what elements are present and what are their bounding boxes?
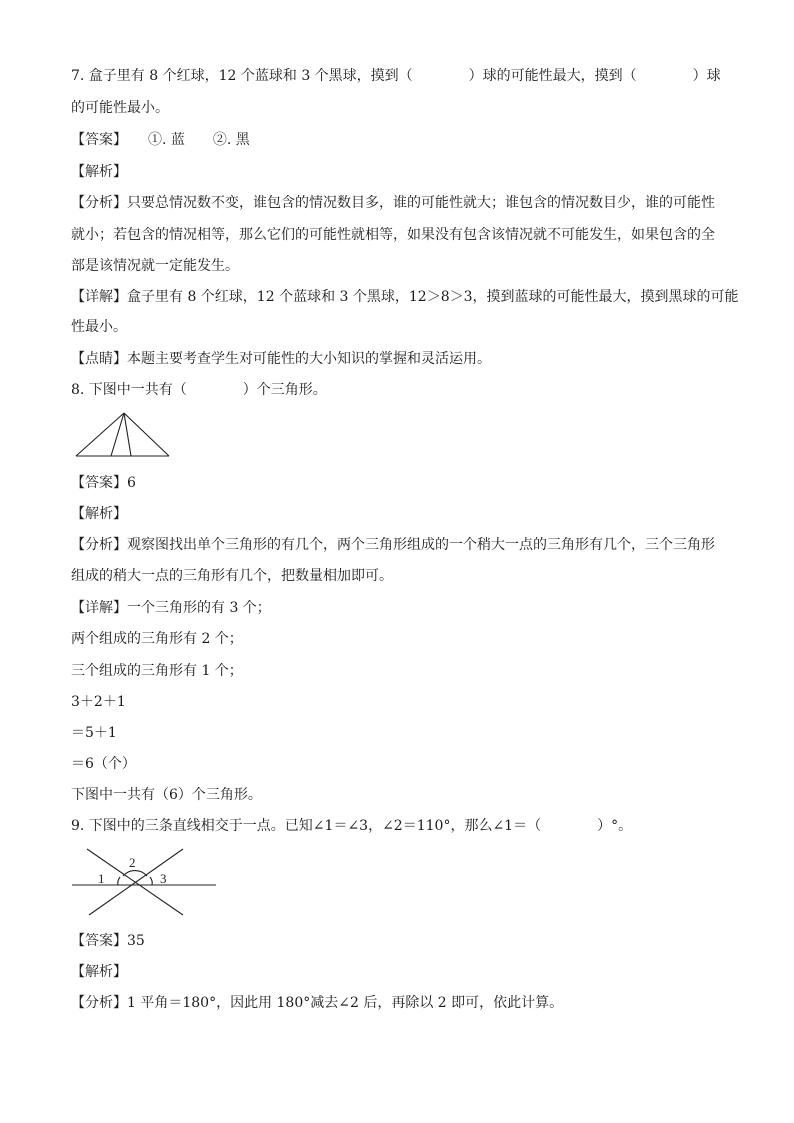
q8-stem: 8. 下图中一共有（ ）个三角形。 <box>71 382 327 398</box>
answer-tag: 【答案】 <box>71 475 127 491</box>
q9-jiexi: 【解析】 <box>71 964 127 980</box>
q7-dianjing-text: 本题主要考查学生对可能性的大小知识的掌握和灵活运用。 <box>127 351 491 367</box>
q9-answer-text: 35 <box>127 933 145 949</box>
q8-step1: 两个组成的三角形有 2 个； <box>71 631 243 647</box>
q8-step4: ＝5＋1 <box>71 725 117 741</box>
xiangjie-tag: 【详解】 <box>71 600 127 616</box>
q8-step5: ＝6（个） <box>71 756 136 772</box>
q8-step3: 3＋2＋1 <box>71 694 126 710</box>
q8-xiangjie-text1: 一个三角形的有 3 个； <box>127 600 271 616</box>
q7-fenxi-line3: 部是该情况就一定能发生。 <box>71 258 239 274</box>
q9-fenxi-text: 1 平角＝180°，因此用 180°减去∠2 后，再除以 2 即可，依此计算。 <box>127 995 564 1011</box>
answer-tag: 【答案】 <box>71 132 120 148</box>
q7-answer-text: ①. 蓝 ②. 黑 <box>120 132 250 148</box>
q7-stem-line1: 7. 盒子里有 8 个红球，12 个蓝球和 3 个黑球，摸到（ ）球的可能性最大，摸到（ ）球 <box>71 68 721 84</box>
q7-jiexi: 【解析】 <box>71 164 127 180</box>
q7-stem-line2: 的可能性最小。 <box>71 100 169 116</box>
dianjing-tag: 【点睛】 <box>71 351 127 367</box>
q8-step2: 三个组成的三角形有 1 个； <box>71 663 243 679</box>
xiangjie-tag: 【详解】 <box>71 289 127 305</box>
q8-fenxi-line1 <box>71 536 715 554</box>
q9-stem: 9. 下图中的三条直线相交于一点。已知∠1＝∠3，∠2＝110°，那么∠1＝（ ）°。 <box>71 818 633 834</box>
q7-answer <box>71 131 250 149</box>
q8-answer-text: 6 <box>127 475 136 491</box>
triangle-figure <box>74 410 172 460</box>
q9-answer <box>71 932 145 950</box>
answer-tag: 【答案】 <box>71 933 127 949</box>
fenxi-tag: 【分析】 <box>71 995 127 1011</box>
intersecting-lines-figure <box>70 846 220 918</box>
q9-fenxi <box>71 994 563 1012</box>
fenxi-tag: 【分析】 <box>71 537 127 553</box>
q8-xiangjie-line1 <box>71 599 271 617</box>
q7-fenxi-line2: 就小；若包含的情况相等，那么它们的可能性就相等，如果没有包含该情况就不可能发生，如果包含的全 <box>71 227 715 243</box>
q7-xiangjie-line1 <box>71 288 739 306</box>
angle-1-label: 1 <box>98 871 105 886</box>
angle-3-label: 3 <box>160 871 167 886</box>
q8-conclusion: 下图中一共有（6）个三角形。 <box>71 787 262 803</box>
q8-fenxi-text1: 观察图找出单个三角形的有几个，两个三角形组成的一个稍大一点的三角形有几个，三个三角形 <box>127 537 715 553</box>
q7-xiangjie-line2: 性最小。 <box>71 319 127 335</box>
fenxi-tag: 【分析】 <box>71 195 127 211</box>
q7-fenxi-line1 <box>71 194 715 212</box>
q7-xiangjie-text1: 盒子里有 8 个红球，12 个蓝球和 3 个黑球，12＞8＞3，摸到蓝球的可能性最大，摸到黑球的可能 <box>127 289 739 305</box>
q7-dianjing <box>71 350 491 368</box>
angle-2-label: 2 <box>129 855 136 870</box>
q8-answer <box>71 474 136 492</box>
q8-jiexi: 【解析】 <box>71 506 127 522</box>
q8-fenxi-line2: 组成的稍大一点的三角形有几个，把数量相加即可。 <box>71 568 393 584</box>
q7-fenxi-text1: 只要总情况数不变，谁包含的情况数目多，谁的可能性就大；谁包含的情况数目少，谁的可能性 <box>127 195 715 211</box>
